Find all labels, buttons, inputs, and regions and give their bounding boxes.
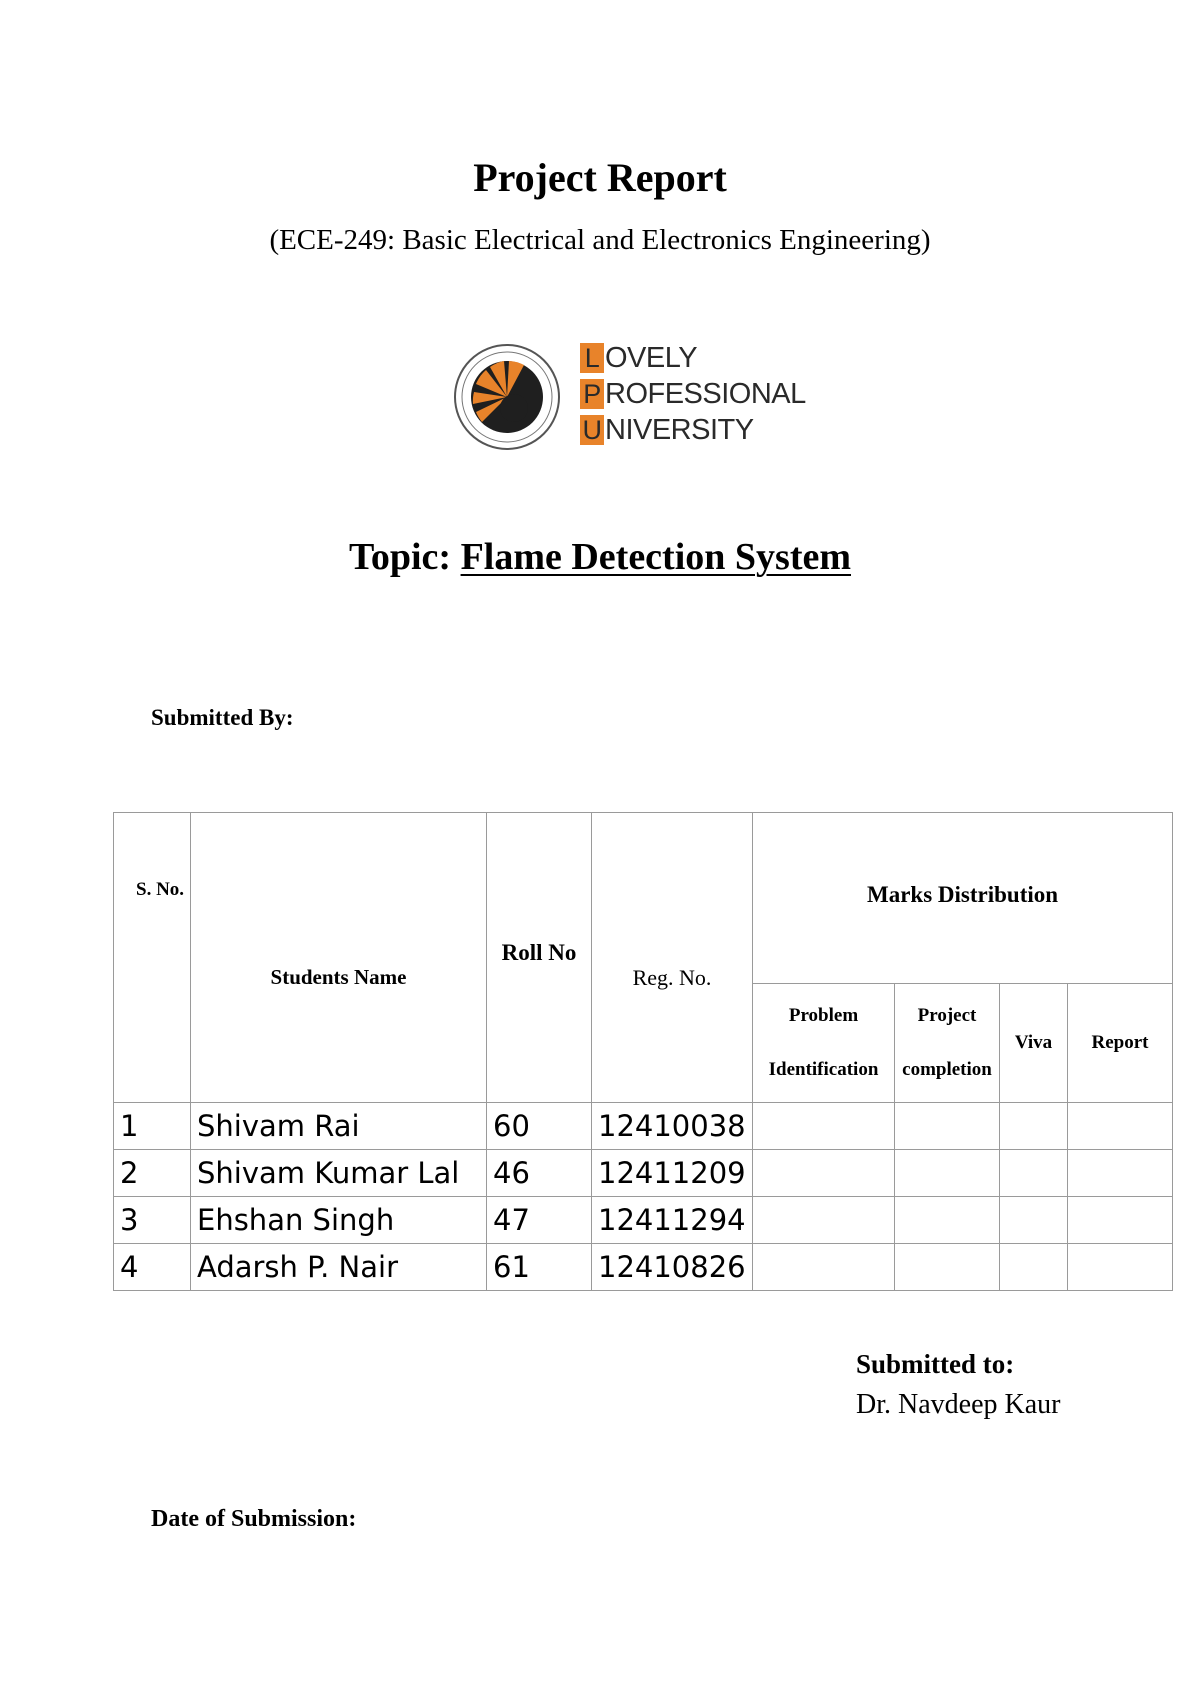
cell-roll: 46 — [487, 1150, 592, 1197]
header-viva: Viva — [1000, 984, 1068, 1103]
table-row — [114, 1197, 1173, 1244]
cell-problem-mark — [753, 1197, 895, 1244]
course-subtitle: (ECE-249: Basic Electrical and Electronics Engineering) — [269, 224, 931, 256]
cell-reg: 12411209 — [592, 1150, 753, 1197]
cell-name: Adarsh P. Nair — [191, 1244, 487, 1291]
cell-report-mark — [1068, 1103, 1173, 1150]
cell-problem-mark — [753, 1103, 895, 1150]
cell-sno: 2 — [114, 1150, 191, 1197]
logo-line-professional: P ROFESSIONAL — [580, 376, 806, 412]
cell-project-mark — [895, 1103, 1000, 1150]
cell-reg: 12411294 — [592, 1197, 753, 1244]
cell-project-mark — [895, 1197, 1000, 1244]
header-marks-distribution: Marks Distribution — [753, 813, 1173, 984]
topic-label: Topic: — [348, 536, 452, 578]
cell-name: Shivam Rai — [191, 1103, 487, 1150]
university-seal-icon — [452, 342, 562, 452]
cell-problem-mark — [753, 1244, 895, 1291]
cell-reg: 12410038 — [592, 1103, 753, 1150]
cell-report-mark — [1068, 1244, 1173, 1291]
topic-value: Flame Detection System — [460, 536, 851, 578]
header-reg-no: Reg. No. — [592, 813, 753, 1103]
cell-report-mark — [1068, 1197, 1173, 1244]
cell-project-mark — [895, 1244, 1000, 1291]
logo-line-lovely: L OVELY — [580, 340, 806, 376]
cell-viva-mark — [1000, 1197, 1068, 1244]
table-row — [114, 1103, 1173, 1150]
cell-reg: 12410826 — [592, 1244, 753, 1291]
logo-line-university: U NIVERSITY — [580, 412, 806, 448]
topic-heading — [0, 538, 1200, 576]
cell-viva-mark — [1000, 1103, 1068, 1150]
cell-problem-mark — [753, 1150, 895, 1197]
date-of-submission-label: Date of Submission: — [151, 1506, 357, 1532]
cell-roll: 60 — [487, 1103, 592, 1150]
students-table — [113, 812, 1173, 1291]
header-students-name: Students Name — [191, 813, 487, 1103]
cell-project-mark — [895, 1150, 1000, 1197]
cell-sno: 1 — [114, 1103, 191, 1150]
cell-viva-mark — [1000, 1244, 1068, 1291]
university-logo — [452, 338, 806, 454]
cell-viva-mark — [1000, 1150, 1068, 1197]
cell-name: Ehshan Singh — [191, 1197, 487, 1244]
header-report: Report — [1068, 984, 1173, 1103]
header-project-completion: Project completion — [895, 984, 1000, 1103]
header-roll-no: Roll No — [487, 813, 592, 1103]
cell-roll: 47 — [487, 1197, 592, 1244]
page-title: Project Report — [473, 155, 727, 200]
cell-name: Shivam Kumar Lal — [191, 1150, 487, 1197]
submitted-to-name: Dr. Navdeep Kaur — [856, 1389, 1061, 1420]
header-sno: S. No. — [114, 813, 191, 1103]
cell-roll: 61 — [487, 1244, 592, 1291]
submitted-to-label: Submitted to: — [856, 1349, 1015, 1379]
header-problem-identification: Problem Identification — [753, 984, 895, 1103]
submitted-by-label: Submitted By: — [151, 705, 294, 730]
cell-sno: 4 — [114, 1244, 191, 1291]
table-row — [114, 1150, 1173, 1197]
cell-sno: 3 — [114, 1197, 191, 1244]
cell-report-mark — [1068, 1150, 1173, 1197]
table-row — [114, 1244, 1173, 1291]
